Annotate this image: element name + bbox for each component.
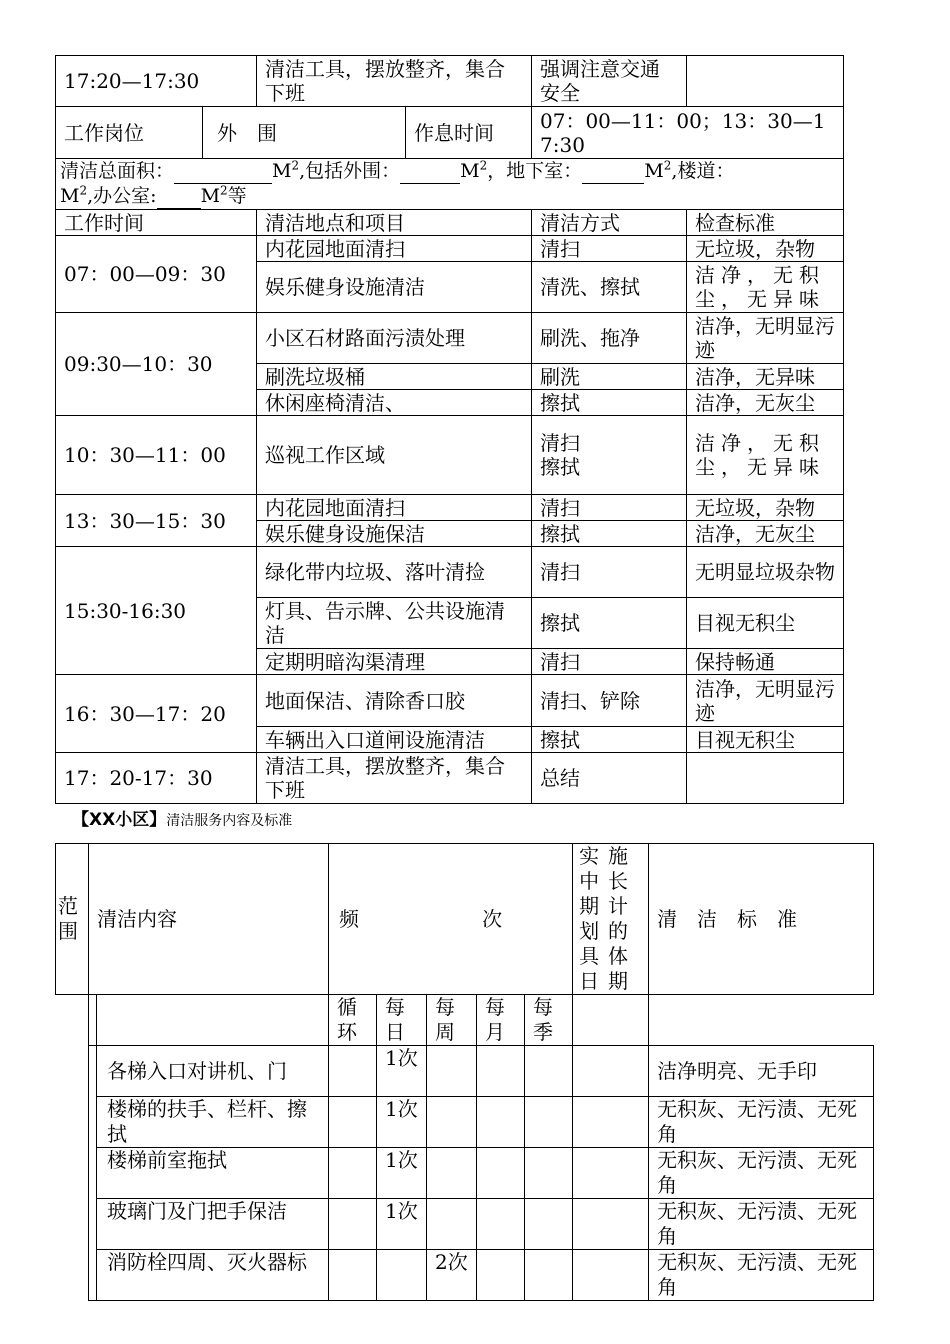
method-cell: 清扫 — [532, 649, 687, 675]
table-row — [56, 1097, 874, 1148]
daily-cell: 1次 — [377, 1148, 427, 1199]
table-row — [56, 236, 844, 262]
header-time: 工作时间 — [56, 210, 257, 236]
item-cell: 娱乐健身设施清洁 — [257, 262, 532, 313]
content-cell: 玻璃门及门把手保洁 — [97, 1199, 329, 1250]
standard-cell — [687, 56, 844, 107]
weekly-cell — [427, 1199, 477, 1250]
table-row — [56, 753, 844, 804]
section-caption — [72, 810, 292, 831]
subheader-monthly: 每月 — [477, 995, 525, 1046]
area-row — [56, 159, 844, 210]
post-row — [56, 107, 844, 159]
table-row — [56, 675, 844, 727]
item-cell: 娱乐健身设施保洁 — [257, 521, 532, 547]
standard-cell: 洁净，无积尘，无异味 — [687, 416, 844, 495]
subheader-quarterly: 每季 — [525, 995, 573, 1046]
daily-cell: 1次 — [377, 1097, 427, 1148]
content-cell: 各梯入口对讲机、门 — [97, 1046, 329, 1097]
time-cell: 17:20—17:30 — [56, 56, 257, 107]
standard-cell: 洁净，无灰尘 — [687, 390, 844, 416]
method-cell: 清扫、铲除 — [532, 675, 687, 727]
caption-bold: 【XX小区】 — [72, 810, 167, 830]
rest-value: 07：00—11：00；13：30—17:30 — [532, 107, 844, 159]
standard-cell: 洁净，无明显污迹 — [687, 675, 844, 727]
method-cell: 擦拭 — [532, 598, 687, 649]
standard-cell: 无积灰、无污渍、无死角 — [649, 1250, 874, 1301]
method-cell: 清扫 擦拭 — [532, 416, 687, 495]
header-content: 清洁内容 — [89, 844, 329, 995]
standard-cell: 无垃圾，杂物 — [687, 495, 844, 521]
weekly-cell — [427, 1097, 477, 1148]
table-row — [56, 495, 844, 521]
standard-cell: 保持畅通 — [687, 649, 844, 675]
item-cell: 灯具、告示牌、公共设施清洁 — [257, 598, 532, 649]
item-cell: 刷洗垃圾桶 — [257, 364, 532, 390]
header-frequency: 频 次 — [329, 844, 573, 995]
method-cell: 总结 — [532, 753, 687, 804]
header-row — [56, 844, 874, 995]
method-cell: 刷洗 — [532, 364, 687, 390]
weekly-cell — [427, 1148, 477, 1199]
standard-cell: 无积灰、无污渍、无死角 — [649, 1097, 874, 1148]
time-cell: 10：30—11：00 — [56, 416, 257, 495]
item-cell: 清洁工具，摆放整齐，集合下班 — [257, 56, 532, 107]
table-row — [56, 1046, 874, 1097]
time-cell: 15:30-16:30 — [56, 547, 257, 675]
weekly-cell — [427, 1046, 477, 1097]
daily-cell: 1次 — [377, 1046, 427, 1097]
standard-cell — [687, 753, 844, 804]
method-cell: 刷洗、拖净 — [532, 313, 687, 364]
post-label: 工作岗位 — [56, 107, 203, 158]
method-cell: 清扫 — [532, 547, 687, 598]
time-cell: 17：20-17：30 — [56, 753, 257, 804]
post-value: 外 围 — [217, 120, 277, 145]
table-row — [56, 1199, 874, 1250]
item-cell: 车辆出入口道闸设施清洁 — [257, 727, 532, 753]
item-cell: 地面保洁、清除香口胶 — [257, 675, 532, 727]
content-cell: 楼梯前室拖拭 — [97, 1148, 329, 1199]
item-cell: 清洁工具，摆放整齐，集合下班 — [257, 753, 532, 804]
standard-cell: 洁净，无灰尘 — [687, 521, 844, 547]
daily-cell: 1次 — [377, 1199, 427, 1250]
standard-cell: 洁净明亮、无手印 — [649, 1046, 874, 1097]
table-row — [56, 547, 844, 598]
table-row — [56, 1148, 874, 1199]
standard-cell: 目视无积尘 — [687, 598, 844, 649]
standard-cell: 洁净，无明显污迹 — [687, 313, 844, 364]
subheader-cycle: 循环 — [329, 995, 377, 1046]
method-cell: 清扫 — [532, 495, 687, 521]
method-cell: 擦拭 — [532, 521, 687, 547]
method-cell: 清扫 — [532, 236, 687, 262]
standard-cell: 无积灰、无污渍、无死角 — [649, 1148, 874, 1199]
cleaning-standard-table — [55, 843, 874, 1301]
method-cell: 清洗、擦拭 — [532, 262, 687, 313]
area-cell: 清洁总面积： $M^2$,包括外围： $M^2$，地下室： $M^2$,楼道： $M^2$,办公室: $M^2$等 — [56, 159, 844, 210]
standard-cell: 无明显垃圾杂物 — [687, 547, 844, 598]
standard-cell: 无积灰、无污渍、无死角 — [649, 1199, 874, 1250]
table-row — [56, 416, 844, 495]
caption-text: 清洁服务内容及标准 — [166, 813, 293, 829]
time-cell: 13：30—15：30 — [56, 495, 257, 547]
content-cell: 楼梯的扶手、栏杆、擦拭 — [97, 1097, 329, 1148]
daily-cell — [377, 1250, 427, 1301]
subheader-weekly: 每周 — [427, 995, 477, 1046]
standard-cell: 洁净，无积尘，无异味 — [687, 262, 844, 313]
item-cell: 小区石材路面污渍处理 — [257, 313, 532, 364]
header-standard: 检查标准 — [687, 210, 844, 236]
time-cell: 07：00—09：30 — [56, 236, 257, 313]
subheader-daily: 每日 — [377, 995, 427, 1046]
header-location: 清洁地点和项目 — [257, 210, 532, 236]
weekly-cell: 2次 — [427, 1250, 477, 1301]
header-plan-date: 实施中长期计划的具体日期 — [573, 844, 649, 995]
table-row — [56, 56, 844, 107]
method-cell: 擦拭 — [532, 390, 687, 416]
method-cell: 擦拭 — [532, 727, 687, 753]
method-cell: 强调注意交通安全 — [532, 56, 687, 107]
header-standard: 清 洁 标 准 — [649, 844, 874, 995]
header-method: 清洁方式 — [532, 210, 687, 236]
standard-cell: 洁净，无异味 — [687, 364, 844, 390]
header-scope: 范围 — [56, 844, 89, 995]
item-cell: 巡视工作区域 — [257, 416, 532, 495]
header-row — [56, 210, 844, 236]
item-cell: 内花园地面清扫 — [257, 495, 532, 521]
time-cell: 16：30—17：20 — [56, 675, 257, 753]
item-cell: 内花园地面清扫 — [257, 236, 532, 262]
work-schedule-table — [55, 55, 844, 804]
standard-cell: 目视无积尘 — [687, 727, 844, 753]
table-row — [56, 1250, 874, 1301]
item-cell: 定期明暗沟渠清理 — [257, 649, 532, 675]
table-row — [56, 313, 844, 364]
time-cell: 09:30—10：30 — [56, 313, 257, 416]
standard-cell: 无垃圾，杂物 — [687, 236, 844, 262]
subheader-row — [56, 995, 874, 1046]
rest-label: 作息时间 — [405, 107, 531, 158]
content-cell: 消防栓四周、灭火器标 — [97, 1250, 329, 1301]
item-cell: 绿化带内垃圾、落叶清捡 — [257, 547, 532, 598]
item-cell: 休闲座椅清洁、 — [257, 390, 532, 416]
